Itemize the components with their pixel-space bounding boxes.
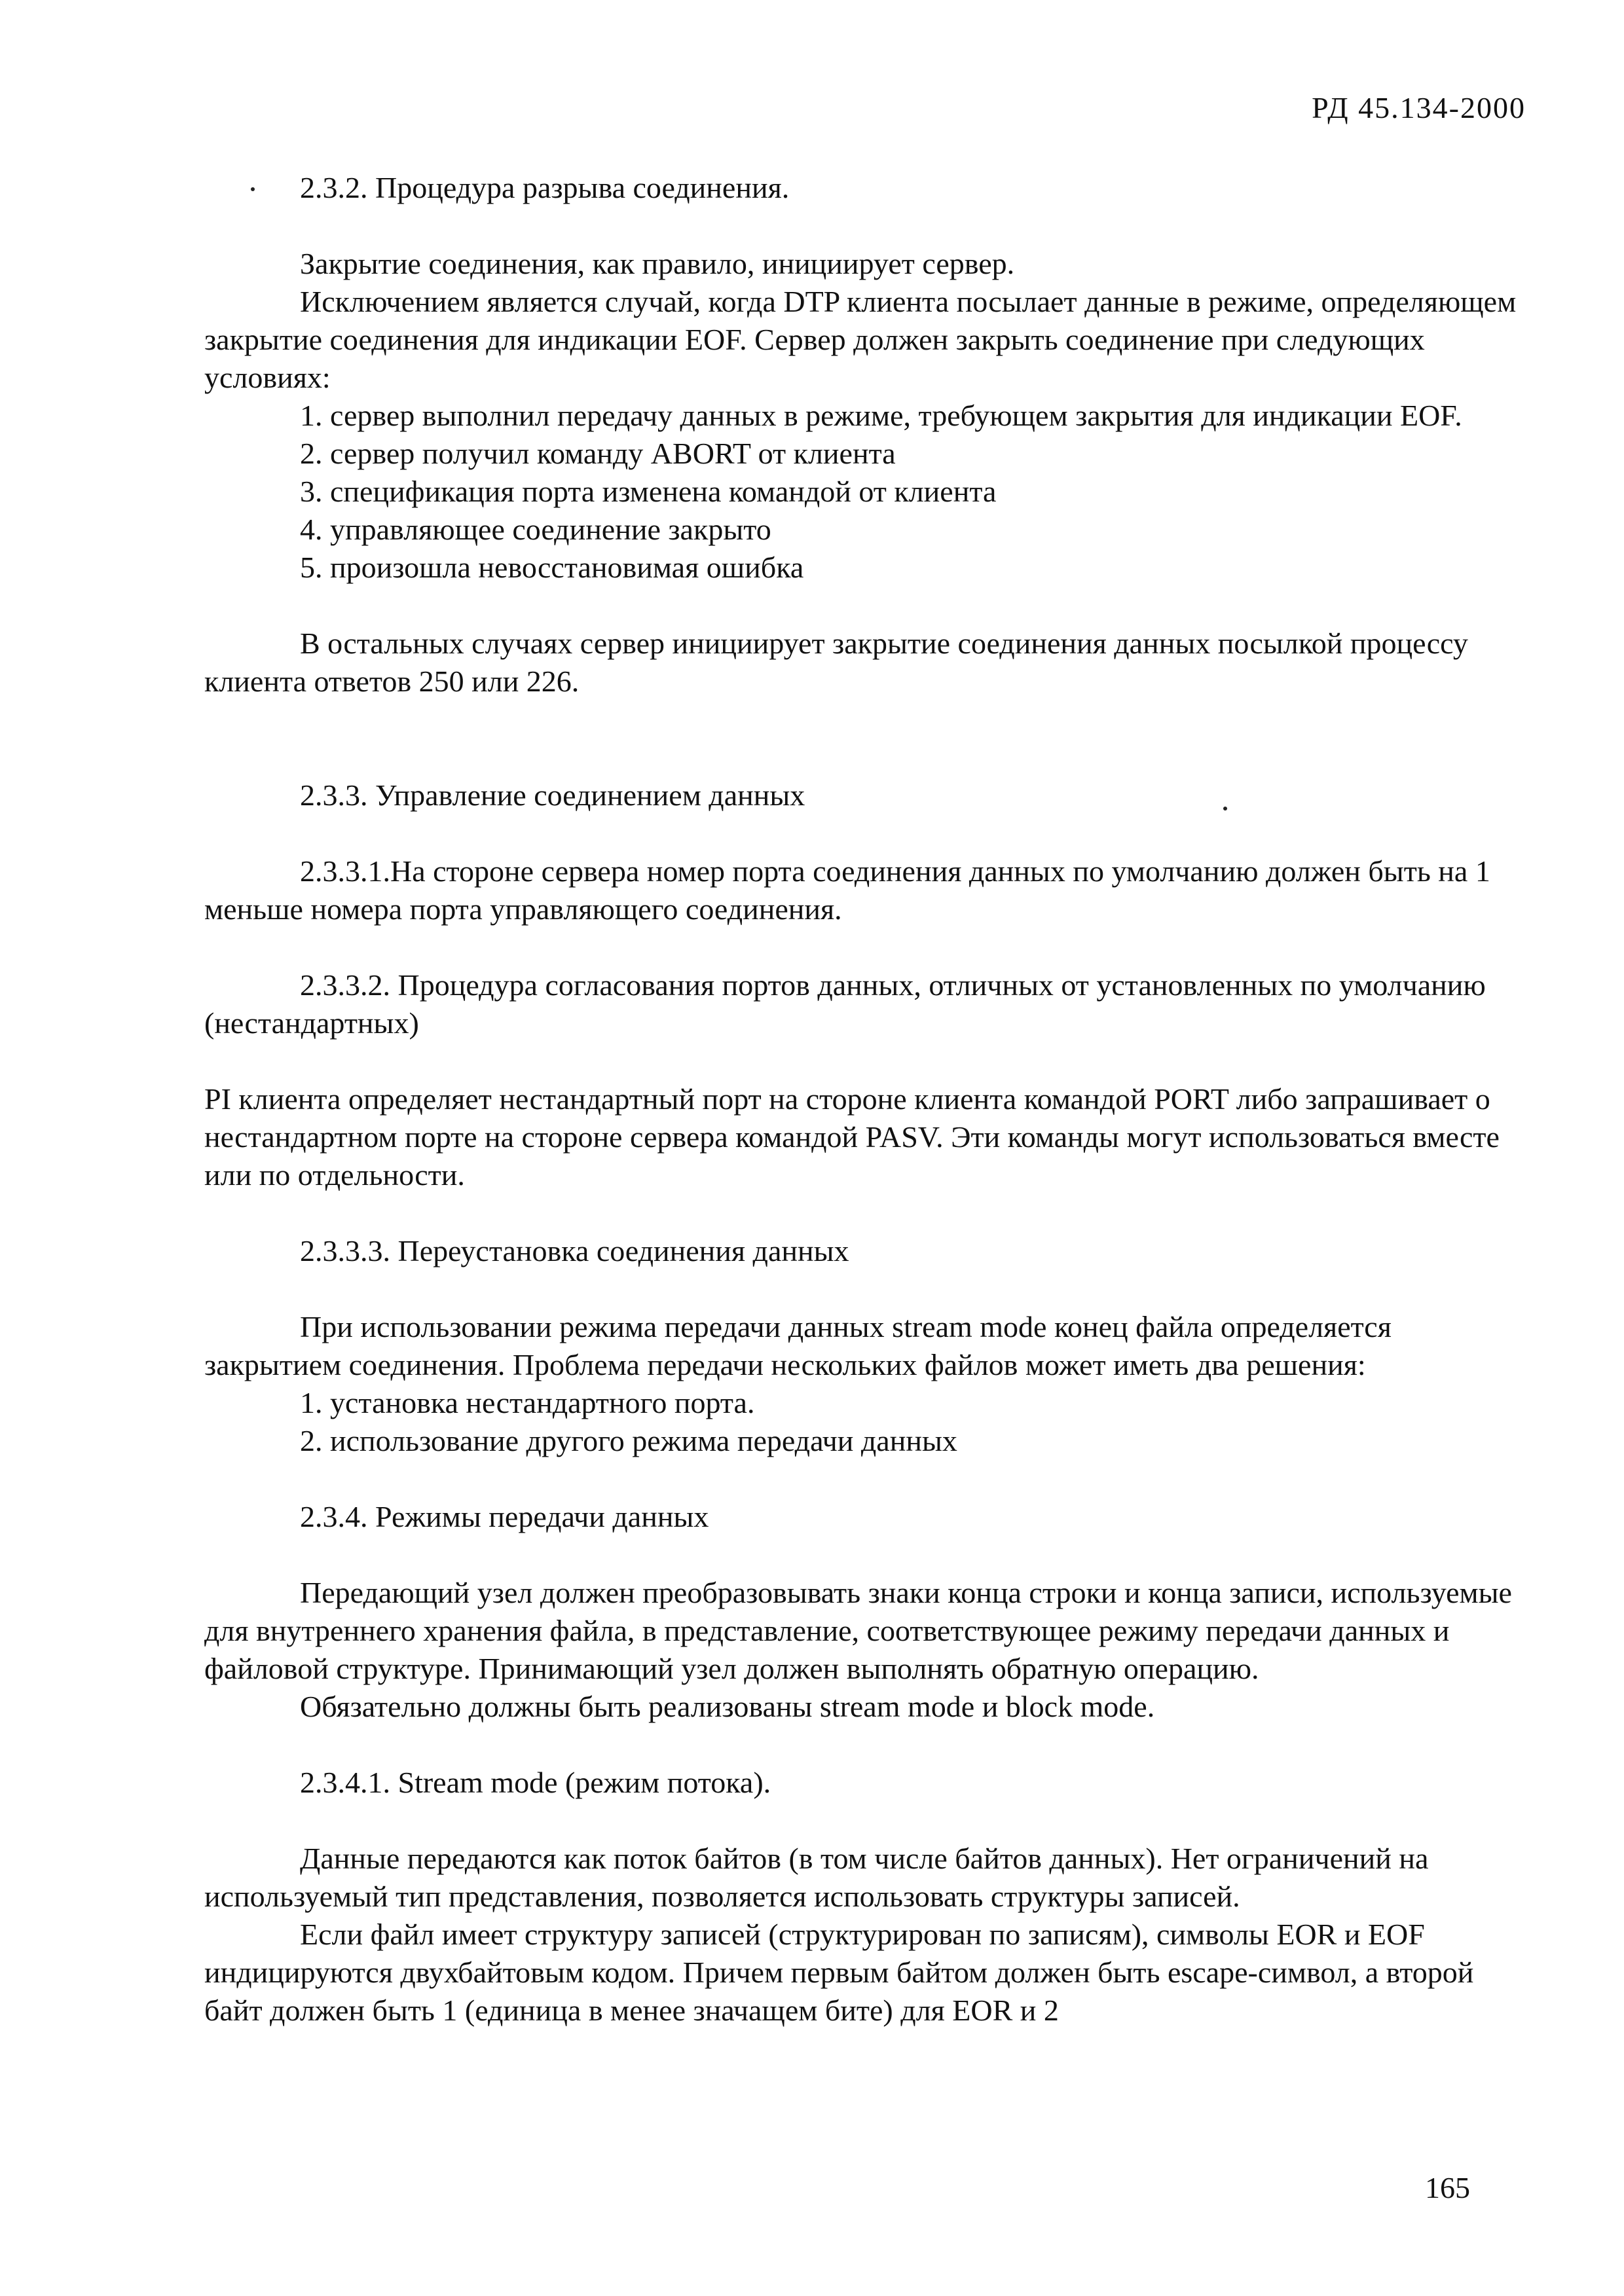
paragraph: Исключением является случай, когда DTP клиента посылает данные в режиме, определяющем закрытие соединения для индикации EOF. Сервер должен закрыть соединение при следующих условиях: (204, 285, 1517, 394)
paragraph: При использовании режима передачи данных stream mode конец файла определяется закрытием соединения. Проблема передачи нескольких файлов может иметь два решения: (204, 1310, 1392, 1381)
paragraph: Передающий узел должен преобразовывать знаки конца строки и конца записи, используемые для внутреннего хранения файла, в представление, соответствующее режиму передачи данных и файловой структуре. Принимающий узел должен выполнять обратную операцию. (204, 1576, 1512, 1685)
paragraph: В остальных случаях сервер инициирует закрытие соединения данных посылкой процессу клиента ответов 250 или 226. (204, 627, 1468, 698)
document-body (204, 169, 1527, 2030)
paragraph-2-3-3-1: 2.3.3.1.На стороне сервера номер порта соединения данных по умолчанию должен быть на 1 меньше номера порта управляющего соединения. (204, 854, 1490, 926)
paragraph: Закрытие соединения, как правило, инициирует сервер. (300, 247, 1015, 280)
paragraph: PI клиента определяет нестандартный порт на стороне клиента командой PORT либо запрашивает о нестандартном порте на стороне сервера командой PASV. Эти команды могут использоваться вместе или по отдельности. (204, 1082, 1500, 1192)
list-item: 3. спецификация порта изменена командой от клиента (300, 475, 997, 508)
list-item: 5. произошла невосстановимая ошибка (300, 551, 804, 584)
section-heading-2-3-3: 2.3.3. Управление соединением данных (300, 778, 805, 812)
paragraph-2-3-3-2: 2.3.3.2. Процедура согласования портов данных, отличных от установленных по умолчанию (нестандартных) (204, 968, 1486, 1040)
document-code-header: РД 45.134-2000 (1312, 91, 1526, 124)
page-number: 165 (1425, 2171, 1470, 2204)
paragraph: Обязательно должны быть реализованы stream mode и block mode. (300, 1690, 1155, 1723)
list-item: 2. сервер получил команду ABORT от клиента (300, 437, 896, 470)
section-heading-2-3-2: 2.3.2. Процедура разрыва соединения. (300, 171, 790, 204)
section-heading-2-3-4-1: 2.3.4.1. Stream mode (режим потока). (300, 1766, 771, 1799)
list-item: 4. управляющее соединение закрыто (300, 513, 771, 546)
list-item: 1. установка нестандартного порта. (300, 1386, 755, 1419)
list-item: 1. сервер выполнил передачу данных в режиме, требующем закрытия для индикации EOF. (300, 399, 1462, 432)
list-item: 2. использование другого режима передачи данных (300, 1424, 957, 1457)
paragraph: Данные передаются как поток байтов (в том числе байтов данных). Нет ограничений на используемый тип представления, позволяется использовать структуры записей. (204, 1842, 1429, 1913)
section-heading-2-3-3-3: 2.3.3.3. Переустановка соединения данных (300, 1234, 849, 1267)
section-heading-2-3-4: 2.3.4. Режимы передачи данных (300, 1500, 709, 1533)
paragraph: Если файл имеет структуру записей (структурирован по записям), символы EOR и EOF индицируются двухбайтовым кодом. Причем первым байтом должен быть escape-символ, а второй байт должен быть 1 (единица в менее значащем бите) для EOR и 2 (204, 1918, 1474, 2027)
